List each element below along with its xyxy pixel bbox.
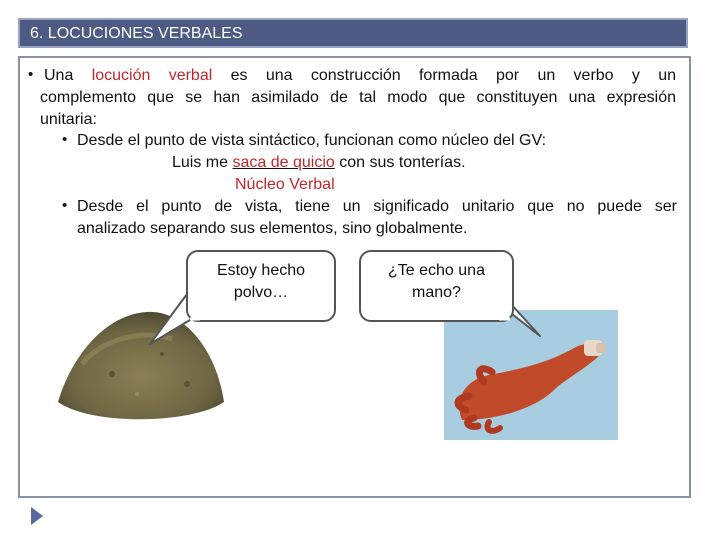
example-sentence: Luis me saca de quicio con sus tonterías.	[172, 154, 466, 171]
paragraph-line: Desde el punto de vista, tiene un significado unitario que no puede ser	[77, 198, 677, 215]
paragraph-line: analizado separando sus elementos, sino globalmente.	[77, 220, 468, 237]
paragraph-line: complemento que se han asimilado de tal modo que constituyen una expresión	[40, 89, 676, 106]
highlight-term: locución verbal	[91, 67, 213, 84]
speech-bubble-left: Estoy hecho polvo…	[186, 250, 336, 322]
speech-bubble-right: ¿Te echo una mano?	[359, 250, 514, 322]
paragraph-line: Desde el punto de vista sintáctico, funcionan como núcleo del GV:	[77, 132, 547, 149]
bullet: •	[62, 131, 68, 148]
bullet: •	[28, 66, 34, 83]
bullet: •	[62, 197, 68, 214]
example-highlight: saca de quicio	[232, 154, 335, 171]
next-slide-arrow-icon[interactable]	[31, 507, 43, 525]
paragraph-line: unitaria:	[40, 111, 97, 128]
slide-title: 6. LOCUCIONES VERBALES	[18, 18, 688, 48]
paragraph-line: Una locución verbal es una construcción formada por un verbo y un	[44, 67, 677, 84]
annotation-label: Núcleo Verbal	[235, 176, 335, 193]
